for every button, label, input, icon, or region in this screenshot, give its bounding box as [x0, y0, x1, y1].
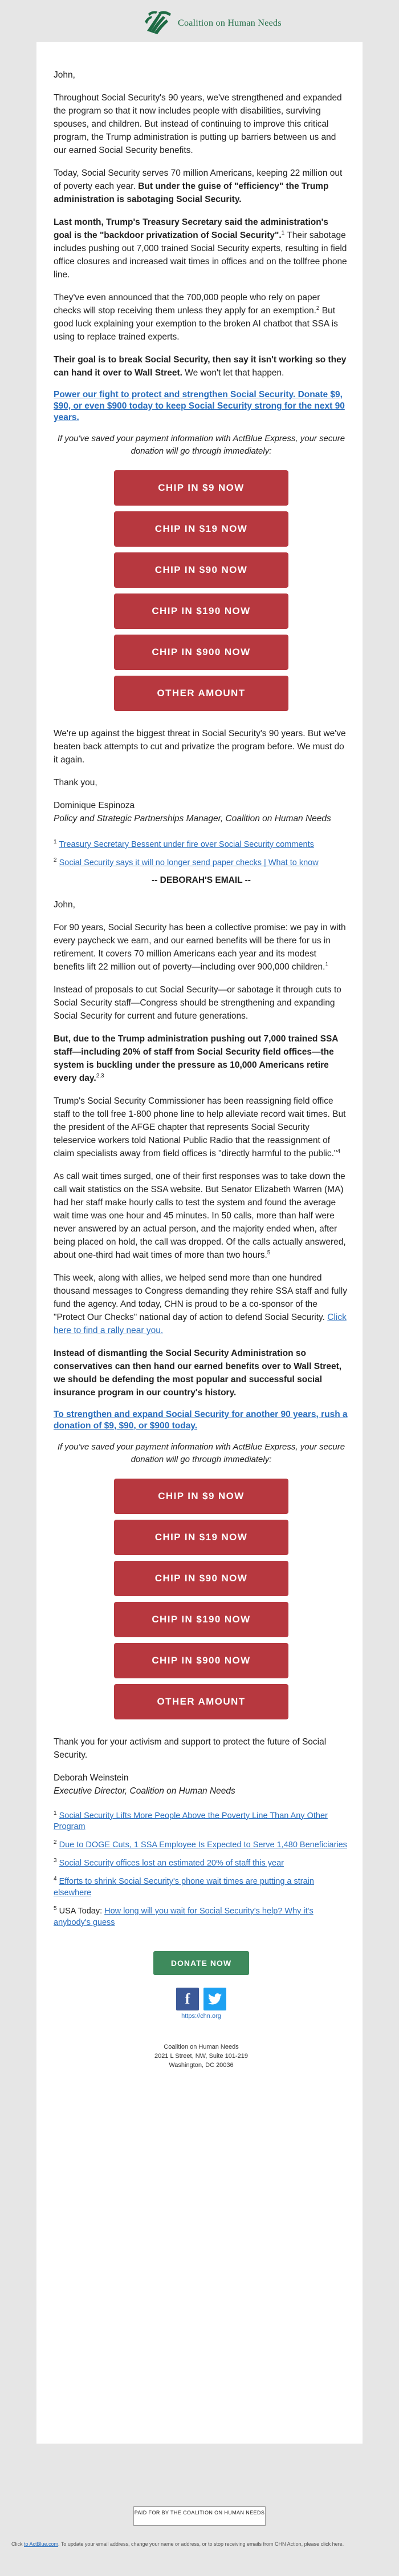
paragraph-6: We're up against the biggest threat in Social Security's 90 years. But we've beaten back attempts to cut and privatize the program before. We must do it again.: [54, 729, 346, 765]
footnote-link[interactable]: Due to DOGE Cuts, 1 SSA Employee Is Expected to Serve 1,480 Beneficiaries: [59, 1840, 347, 1850]
unsubscribe-note: Click to ActBlue.com. To update your email address, change your name or address, or to stop receiving emails from CHN Action, please click here.: [11, 2541, 344, 2547]
greeting-2: John,: [54, 899, 75, 910]
donate-cta-link-2[interactable]: To strengthen and expand Social Security for another 90 years, rush a donation of $9, $90, or $900 today.: [54, 1409, 348, 1431]
paragraph-2-1: For 90 years, Social Security has been a collective promise: we pay in with every paycheck we earn, and our earned benefits will be there for us in retirement. It covers 70 million Americans each year and its modest benefits lift 22 million out of poverty—including over 900,000 children.$^1$: [54, 922, 346, 972]
facebook-icon[interactable]: f: [176, 1988, 199, 2010]
chip-in-900-button[interactable]: CHIP IN $900 NOW: [114, 635, 288, 670]
signer-title: Policy and Strategic Partnerships Manager, Coalition on Human Needs: [54, 814, 331, 823]
actblue-link[interactable]: to ActBlue.com: [24, 2541, 59, 2547]
paragraph-2-7: Instead of dismantling the Social Security Administration so conservatives can then hand our earned benefits over to Wall Street, we should be defending the most popular and successful social insurance program in our country's history.: [54, 1348, 342, 1398]
donation-buttons-2: [54, 1475, 349, 1735]
footnote: $^4$ Efforts to shrink Social Security's phone wait times are putting a strain elsewhere: [54, 1876, 314, 1897]
footnote: $^1$ Social Security Lifts More People Above the Poverty Line Than Any Other Program: [54, 1810, 328, 1832]
paragraph-2-5: As call wait times surged, one of their first responses was to take down the call wait statistics on the SSA website. But Senator Elizabeth Warren (MA) had her staff make hourly calls to test the system and found the average wait time was one hour and 45 minutes. In 50 calls, more than half were never answered by an actual person, and the majority ended when, after being placed on hold, the call was dropped. Of the calls actually answered, about one-third had wait times of more than two hours.$^5$: [54, 1171, 346, 1260]
forwarded-email-header: -- DEBORAH'S EMAIL --: [152, 875, 251, 885]
chip-in-19-button[interactable]: CHIP IN $19 NOW: [114, 1520, 288, 1555]
chip-in-190-button[interactable]: CHIP IN $190 NOW: [114, 1602, 288, 1637]
paragraph-2-8: Thank you for your activism and support to protect the future of Social Security.: [54, 1737, 327, 1760]
paragraph-2: Today, Social Security serves 70 million Americans, keeping 22 million out of poverty each year. But under the guise of "efficiency" the Trump administration is sabotaging Social Security.: [54, 168, 343, 204]
footnote-link[interactable]: Treasury Secretary Bessent under fire over Social Security comments: [59, 839, 314, 849]
paid-for-by-box: PAID FOR BY THE COALITION ON HUMAN NEEDS: [133, 2506, 266, 2526]
sign-off: Thank you,: [54, 778, 97, 788]
footnote-link[interactable]: Social Security offices lost an estimated 20% of staff this year: [59, 1859, 284, 1868]
paragraph-2-3: But, due to the Trump administration pushing out 7,000 trained SSA staff—including 20% of staff from Social Security field offices—the system is buckling under the pressure as 10,000 Americans retire every day.$^{2,3}$: [54, 1033, 338, 1083]
footnote-link[interactable]: How long will you wait for Social Security's help? Why it's anybody's guess: [54, 1906, 314, 1927]
paragraph-2-6: This week, along with allies, we helped send more than one hundred thousand messages to Congress demanding they rehire SSA staff and fully fund the agency. And today, CHN is proud to be a co-sponsor of the "Protect Our Checks" national day of action to defend Social Security. Click here to find a rally near you.: [54, 1273, 347, 1335]
footnote: $^3$ Social Security offices lost an estimated 20% of staff this year: [54, 1858, 284, 1868]
footnote: $^2$ Social Security says it will no longer send paper checks | What to know: [54, 857, 319, 867]
donation-buttons: [54, 467, 349, 727]
social-links: [54, 1988, 349, 2010]
footnote-link[interactable]: Social Security Lifts More People Above the Poverty Line Than Any Other Program: [54, 1811, 328, 1832]
other-amount-button[interactable]: OTHER AMOUNT: [114, 676, 288, 711]
chip-in-19-button[interactable]: CHIP IN $19 NOW: [114, 511, 288, 547]
chip-in-90-button[interactable]: CHIP IN $90 NOW: [114, 552, 288, 588]
paragraph-5: Their goal is to break Social Security, then say it isn't working so they can hand it over to Wall Street. We won't let that happen.: [54, 355, 347, 378]
chip-in-9-button[interactable]: CHIP IN $9 NOW: [114, 1479, 288, 1514]
footnote-link[interactable]: Social Security says it will no longer send paper checks | What to know: [59, 858, 319, 867]
paragraph-3: Last month, Trump's Treasury Secretary said the administration's goal is the "backdoor privatization of Social Security".$^1$ Their sabotage includes pushing out 7,000 trained Social Security experts, resulting in field office closures and increased wait times in offices and on the tollfree phone line.: [54, 217, 347, 280]
signer-title-2: Executive Director, Coalition on Human Needs: [54, 1786, 235, 1796]
donate-now-button[interactable]: DONATE NOW: [153, 1951, 249, 1975]
footnote: $^2$ Due to DOGE Cuts, 1 SSA Employee Is Expected to Serve 1,480 Beneficiaries: [54, 1839, 347, 1850]
site-link[interactable]: https://chn.org: [181, 2012, 221, 2020]
actblue-note: If you've saved your payment information with ActBlue Express, your secure donation will go through immediately:: [57, 434, 345, 456]
rally-link[interactable]: Click here to find a rally near you.: [54, 1312, 347, 1335]
chip-in-190-button[interactable]: CHIP IN $190 NOW: [114, 593, 288, 629]
footnote-link[interactable]: Efforts to shrink Social Security's phone wait times are putting a strain elsewhere: [54, 1876, 314, 1897]
chip-in-9-button[interactable]: CHIP IN $9 NOW: [114, 470, 288, 506]
org-name: Coalition on Human Needs: [178, 18, 282, 28]
signer-name: Dominique Espinoza: [54, 801, 135, 810]
other-amount-button[interactable]: OTHER AMOUNT: [114, 1684, 288, 1719]
chip-in-90-button[interactable]: CHIP IN $90 NOW: [114, 1561, 288, 1596]
greeting: John,: [54, 70, 75, 80]
signer-name-2: Deborah Weinstein: [54, 1772, 129, 1783]
footnote: $^5$ USA Today: How long will you wait for Social Security's help? Why it's anybody's guess: [54, 1905, 314, 1927]
email-header: [0, 0, 399, 42]
mailing-address: Coalition on Human Needs 2021 L Street, NW, Suite 101-219 Washington, DC 20036: [154, 2043, 249, 2069]
paragraph-2-4: Trump's Social Security Commissioner has been reassigning field office staff to the toll free 1-800 phone line to help alleviate record wait times. But the president of the AFGE chapter that represents Social Security teleservice workers told National Public Radio that the reassignment of claim specialists away from field offices is "directly harmful to the public."$^4$: [54, 1096, 346, 1158]
email-body: [36, 42, 363, 2444]
paragraph-1: Throughout Social Security's 90 years, we've strengthened and expanded the program so that it now includes people with disabilities, surviving spouses, and children. But instead of continuing to improve this critical program, the Trump administration is putting up barriers between us and our earned Social Security benefits.: [54, 93, 342, 155]
paragraph-2-2: Instead of proposals to cut Social Security—or sabotage it through cuts to Social Security staff—Congress should be strengthening and expanding Social Security for current and future generations.: [54, 984, 341, 1021]
twitter-icon[interactable]: [203, 1988, 226, 2010]
footnote: $^1$ Treasury Secretary Bessent under fire over Social Security comments: [54, 839, 314, 849]
donate-cta-link[interactable]: Power our fight to protect and strengthen Social Security. Donate $9, $90, or even $900 today to keep Social Security strong for the next 90 years.: [54, 390, 345, 422]
chip-in-900-button[interactable]: CHIP IN $900 NOW: [114, 1643, 288, 1678]
paragraph-4: They've even announced that the 700,000 people who rely on paper checks will stop receiving them unless they apply for an exemption.$^2$ But good luck explaining your exemption to the broken AI chatbot that SSA is using to replace trained experts.: [54, 293, 338, 342]
actblue-note-2: If you've saved your payment information with ActBlue Express, your secure donation will go through immediately:: [57, 1442, 345, 1464]
